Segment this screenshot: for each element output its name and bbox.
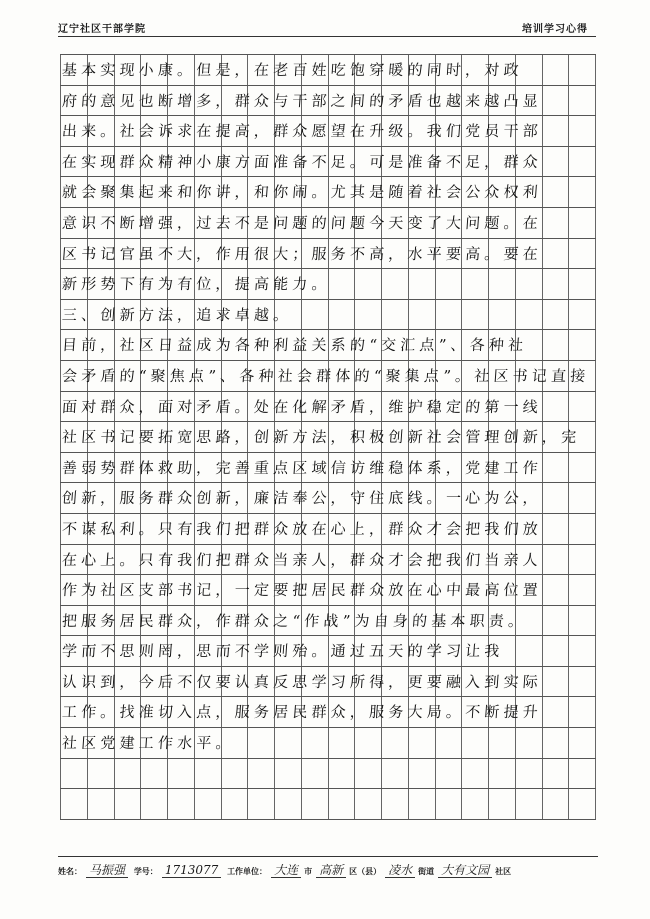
handwritten-line: 目前，社区日益成为各种利益关系的“交汇点”、各种社 bbox=[61, 336, 528, 355]
grid-cell bbox=[409, 789, 436, 819]
grid-cell bbox=[248, 759, 275, 789]
community-label: 社区 bbox=[495, 867, 512, 876]
grid-row bbox=[60, 422, 596, 453]
community-value: 大有文园 bbox=[438, 863, 492, 878]
grid-row bbox=[60, 330, 596, 361]
grid-cell bbox=[222, 789, 249, 819]
grid-row bbox=[60, 54, 596, 86]
handwritten-line: 把服务居民群众，作群众之“作战”为自身的基本职责。 bbox=[61, 611, 528, 630]
grid-cell bbox=[543, 789, 570, 819]
grid-cell bbox=[141, 789, 168, 819]
grid-row bbox=[60, 86, 596, 117]
grid-row bbox=[60, 636, 596, 667]
grid-row bbox=[60, 116, 596, 147]
grid-cell bbox=[489, 789, 516, 819]
handwritten-line: 面对群众，面对矛盾。处在化解矛盾，维护稳定的第一线 bbox=[61, 397, 543, 416]
city-label: 市 bbox=[304, 867, 313, 876]
grid-cell bbox=[222, 759, 249, 789]
header-divider bbox=[58, 36, 596, 37]
handwritten-line: 区书记官虽不大，作用很大；服务不高，水平要高。要在 bbox=[61, 244, 543, 263]
grid-row bbox=[60, 575, 596, 606]
grid-row bbox=[60, 514, 596, 545]
grid-row bbox=[60, 239, 596, 270]
name-value: 马振强 bbox=[86, 863, 128, 878]
handwritten-line: 学而不思则罔，思而不学则殆。通过五天的学习让我 bbox=[61, 642, 505, 661]
grid-cell bbox=[302, 789, 329, 819]
writing-grid bbox=[60, 54, 596, 820]
grid-cell bbox=[195, 759, 222, 789]
handwritten-line: 出来。社会诉求在提高，群众愿望在升级。我们党员干部 bbox=[61, 122, 543, 141]
grid-cell bbox=[569, 789, 596, 819]
grid-cell bbox=[115, 759, 142, 789]
grid-row bbox=[60, 759, 596, 790]
handwritten-line: 善弱势群体救助，完善重点区域信访维稳体系，党建工作 bbox=[61, 458, 543, 477]
handwritten-line: 三、创新方法，追求卓越。 bbox=[61, 305, 294, 324]
grid-cell bbox=[382, 759, 409, 789]
grid-cell bbox=[248, 789, 275, 819]
grid-cell bbox=[115, 789, 142, 819]
grid-row bbox=[60, 789, 596, 820]
street-value: 凌水 bbox=[385, 863, 415, 878]
handwritten-line: 作为社区支部书记，一定要把居民群众放在心中最高位置 bbox=[61, 581, 543, 600]
grid-cell bbox=[436, 759, 463, 789]
grid-cell bbox=[168, 759, 195, 789]
grid-cell bbox=[60, 759, 88, 789]
grid-row bbox=[60, 269, 596, 300]
handwritten-line: 在心上。只有我们把群众当亲人，群众才会把我们当亲人 bbox=[61, 550, 543, 569]
handwritten-line: 认识到，今后不仅要认真反思学习所得，更要融入到实际 bbox=[61, 672, 543, 691]
handwritten-line: 就会聚集起来和你讲，和你闹。尤其是随着社会公众权利 bbox=[61, 183, 543, 202]
grid-cell bbox=[436, 789, 463, 819]
grid-cell bbox=[329, 789, 356, 819]
handwritten-line: 在实现群众精神小康方面准备不足。可是准备不足，群众 bbox=[61, 152, 543, 171]
grid-row bbox=[60, 177, 596, 208]
id-label: 学号： bbox=[133, 867, 158, 876]
grid-cell bbox=[60, 789, 88, 819]
grid-cell bbox=[88, 759, 115, 789]
grid-cell bbox=[302, 759, 329, 789]
handwritten-line: 会矛盾的“聚焦点”、各种社会群体的“聚集点”。社区书记直接 bbox=[61, 366, 591, 385]
grid-row bbox=[60, 728, 596, 759]
grid-cell bbox=[141, 759, 168, 789]
student-info-footer bbox=[58, 856, 598, 878]
grid-row bbox=[60, 147, 596, 178]
grid-cell bbox=[462, 789, 489, 819]
handwritten-line: 府的意见也断增多，群众与干部之间的矛盾也越来越凸显 bbox=[61, 91, 543, 110]
handwritten-line: 新形势下有为有位，提高能力。 bbox=[61, 275, 332, 294]
handwritten-line: 工作。找准切入点，服务居民群众，服务大局。不断提升 bbox=[61, 703, 543, 722]
grid-cell bbox=[88, 789, 115, 819]
district-label: 区（县） bbox=[349, 867, 382, 876]
handwritten-line: 不谋私利。只有我们把群众放在心上，群众才会把我们放 bbox=[61, 519, 543, 538]
grid-cell bbox=[195, 789, 222, 819]
street-label: 街道 bbox=[418, 867, 435, 876]
district-value: 高新 bbox=[316, 863, 346, 878]
grid-cell bbox=[516, 759, 543, 789]
unit-label: 工作单位： bbox=[227, 867, 268, 876]
header-institution: 辽宁社区干部学院 bbox=[58, 24, 146, 35]
grid-cell bbox=[168, 789, 195, 819]
grid-row bbox=[60, 697, 596, 728]
grid-row bbox=[60, 453, 596, 484]
grid-row bbox=[60, 483, 596, 514]
grid-cell bbox=[382, 789, 409, 819]
header-document-type: 培训学习心得 bbox=[522, 24, 588, 35]
handwritten-line: 社区党建工作水平。 bbox=[61, 734, 236, 753]
handwritten-line: 社区书记要拓宽思路，创新方法，积极创新社会管理创新，完 bbox=[61, 428, 582, 447]
grid-cell bbox=[516, 789, 543, 819]
grid-row bbox=[60, 361, 596, 392]
handwritten-line: 创新，服务群众创新，廉洁奉公，守住底线。一心为公， bbox=[61, 489, 543, 508]
grid-cell bbox=[569, 759, 596, 789]
grid-cell bbox=[275, 789, 302, 819]
grid-cell bbox=[543, 759, 570, 789]
grid-row bbox=[60, 392, 596, 423]
grid-cell bbox=[355, 789, 382, 819]
grid-cell bbox=[355, 759, 382, 789]
grid-row bbox=[60, 208, 596, 239]
handwritten-line: 基本实现小康。但是，在老百姓吃饱穿暖的同时，对政 bbox=[61, 61, 524, 79]
grid-row bbox=[60, 545, 596, 576]
grid-cell bbox=[462, 759, 489, 789]
grid-cell bbox=[489, 759, 516, 789]
grid-row bbox=[60, 300, 596, 331]
handwritten-line: 意识不断增强，过去不是问题的问题今天变了大问题。在 bbox=[61, 213, 543, 232]
name-label: 姓名： bbox=[58, 867, 82, 876]
id-value: 1713077 bbox=[162, 863, 221, 878]
city-value: 大连 bbox=[271, 863, 301, 878]
grid-cell bbox=[409, 759, 436, 789]
grid-row bbox=[60, 667, 596, 698]
grid-cell bbox=[275, 759, 302, 789]
grid-row bbox=[60, 606, 596, 637]
grid-cell bbox=[329, 759, 356, 789]
